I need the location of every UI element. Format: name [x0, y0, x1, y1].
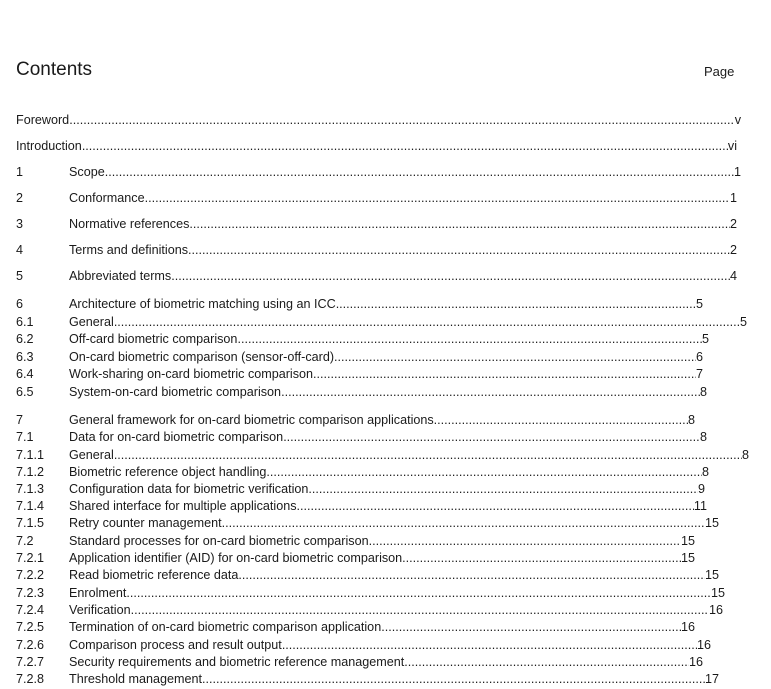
toc-entry-leader	[69, 242, 730, 259]
dot-leader	[313, 366, 696, 383]
dot-leader	[308, 481, 698, 498]
toc-entry-number: 7	[16, 413, 24, 427]
toc-entry-page: 5	[739, 315, 747, 329]
toc-entry[interactable]	[16, 533, 695, 551]
toc-entry-number: 6.4	[16, 367, 34, 381]
toc-entry-leader	[69, 314, 740, 331]
toc-entry-number: 6.5	[16, 385, 34, 399]
toc-entry[interactable]	[16, 296, 703, 314]
toc-entry-page: 4	[729, 269, 737, 283]
toc-entry-label: Normative references	[69, 217, 190, 231]
toc-entry-page: 6	[695, 350, 703, 364]
toc-entry-number: 3	[16, 217, 24, 231]
toc-entry-number: 7.2	[16, 534, 34, 548]
toc-entry-page: 15	[710, 586, 725, 600]
page-title: Contents	[16, 59, 93, 80]
toc-entry-number: 4	[16, 243, 24, 257]
toc-entry-page: 15	[680, 551, 695, 565]
dot-leader	[336, 296, 696, 313]
toc-entry-number: 2	[16, 191, 24, 205]
toc-entry-leader	[69, 515, 705, 532]
dot-leader	[369, 533, 681, 550]
toc-entry-number: 6	[16, 297, 24, 311]
toc-entry-leader	[69, 349, 696, 366]
toc-entry-label: Architecture of biometric matching using an ICC	[69, 297, 336, 311]
toc-entry-page: 15	[680, 534, 695, 548]
dot-leader	[381, 619, 681, 636]
toc-entry[interactable]	[16, 384, 707, 402]
toc-entry-leader	[69, 216, 730, 233]
toc-entry[interactable]	[16, 268, 737, 286]
toc-entry-leader	[69, 412, 688, 429]
dot-leader	[171, 268, 730, 285]
toc-entry[interactable]	[16, 481, 705, 499]
toc-entry-label: Conformance	[69, 191, 145, 205]
toc-entry-page: 8	[699, 385, 707, 399]
toc-entry-leader	[69, 366, 696, 383]
dot-leader	[281, 384, 700, 401]
toc-entry-page: 2	[729, 217, 737, 231]
toc-entry[interactable]	[16, 112, 741, 130]
toc-entry[interactable]	[16, 349, 703, 367]
dot-leader	[404, 654, 689, 671]
dot-leader	[189, 216, 730, 233]
toc-entry-page: 15	[704, 516, 719, 530]
toc-entry[interactable]	[16, 585, 725, 603]
toc-entry[interactable]	[16, 138, 737, 156]
toc-entry-leader	[69, 384, 700, 401]
dot-leader	[238, 567, 705, 584]
toc-entry-label: Application identifier (AID) for on-card biometric comparison	[69, 551, 403, 565]
toc-entry-label: Data for on-card biometric comparison	[69, 430, 284, 444]
toc-entry-number: 7.1	[16, 430, 34, 444]
toc-entry-number: 5	[16, 269, 24, 283]
toc-entry-label: Terms and definitions	[69, 243, 189, 257]
toc-entry-label: Off-card biometric comparison	[69, 332, 238, 346]
toc-entry-number: 7.2.2	[16, 568, 45, 582]
toc-entry-label: System-on-card biometric comparison	[69, 385, 282, 399]
toc-entry-leader	[69, 481, 698, 498]
toc-entry-leader	[69, 637, 697, 654]
toc-entry-label: Scope	[69, 165, 105, 179]
toc-entry-label: Verification	[69, 603, 131, 617]
toc-entry[interactable]	[16, 567, 719, 585]
toc-entry[interactable]	[16, 242, 737, 260]
toc-entry[interactable]	[16, 464, 709, 482]
toc-entry-page: 8	[701, 465, 709, 479]
toc-entry-page: 11	[693, 499, 707, 513]
toc-entry-leader	[69, 464, 702, 481]
toc-entry-leader	[69, 447, 742, 464]
dot-leader	[282, 637, 697, 654]
toc-entry[interactable]	[16, 447, 749, 465]
toc-entry-leader	[69, 296, 696, 313]
toc-entry-page: 5	[701, 332, 709, 346]
toc-entry[interactable]	[16, 366, 703, 384]
toc-entry[interactable]	[16, 164, 741, 182]
toc-entry[interactable]	[16, 671, 719, 689]
toc-entry-leader	[69, 619, 681, 636]
toc-entry-label: Security requirements and biometric reference management	[69, 655, 405, 669]
toc-entry[interactable]	[16, 637, 711, 655]
dot-leader	[283, 429, 700, 446]
toc-entry-leader	[69, 654, 689, 671]
toc-entry-page: 16	[708, 603, 723, 617]
toc-entry-page: vi	[727, 139, 737, 153]
toc-entry[interactable]	[16, 216, 737, 234]
toc-entry-leader	[69, 585, 711, 602]
toc-entry-label: Read biometric reference data	[69, 568, 239, 582]
toc-entry[interactable]	[16, 190, 737, 208]
dot-leader	[237, 331, 702, 348]
toc-entry-label: Standard processes for on-card biometric comparison	[69, 534, 369, 548]
toc-entry-page: 16	[680, 620, 695, 634]
toc-entry-number: 7.2.4	[16, 603, 45, 617]
toc-entry-leader	[69, 550, 681, 567]
toc-entry-label: Introduction	[16, 139, 82, 153]
toc-entry-number: 6.2	[16, 332, 34, 346]
toc-entry-leader	[69, 164, 734, 181]
toc-entry-number: 7.2.1	[16, 551, 45, 565]
toc-entry-number: 7.2.6	[16, 638, 45, 652]
toc-entry-page: 9	[697, 482, 705, 496]
toc-entry-leader	[69, 498, 694, 515]
dot-leader	[297, 498, 694, 515]
dot-leader	[188, 242, 730, 259]
toc-entry-label: General	[69, 448, 114, 462]
toc-entry-number: 7.1.4	[16, 499, 45, 513]
toc-entry-number: 7.2.7	[16, 655, 45, 669]
toc-entry-label: Retry counter management	[69, 516, 222, 530]
dot-leader	[266, 464, 702, 481]
toc-entry-number: 6.1	[16, 315, 34, 329]
toc-entry-leader	[69, 331, 702, 348]
toc-entry[interactable]	[16, 498, 707, 516]
toc-entry-page: 5	[695, 297, 703, 311]
toc-entry-leader	[69, 429, 700, 446]
dot-leader	[82, 138, 728, 155]
toc-entry-number: 7.2.5	[16, 620, 45, 634]
toc-entry-leader	[69, 533, 681, 550]
toc-entry-page: 1	[729, 191, 737, 205]
toc-entry-label: Termination of on-card biometric comparison application	[69, 620, 382, 634]
dot-leader	[402, 550, 681, 567]
toc-entry-number: 7.2.3	[16, 586, 45, 600]
toc-entry-page: 16	[688, 655, 703, 669]
toc-entry-number: 7.1.2	[16, 465, 45, 479]
toc-entry[interactable]	[16, 515, 719, 533]
toc-entry[interactable]	[16, 331, 709, 349]
toc-entry-number: 6.3	[16, 350, 34, 364]
dot-leader	[434, 412, 688, 429]
toc-entry-leader	[16, 138, 728, 155]
page-column-heading: Page	[704, 64, 735, 79]
toc-entry-label: Threshold management	[69, 672, 203, 686]
toc-entry-page: 17	[704, 672, 719, 686]
dot-leader	[114, 314, 740, 331]
toc-entry-number: 7.1.3	[16, 482, 45, 496]
toc-entry-number: 7.1.1	[16, 448, 45, 462]
toc-entry-label: Shared interface for multiple applications	[69, 499, 297, 513]
toc-entry[interactable]	[16, 602, 723, 620]
toc-entry-page: 1	[733, 165, 741, 179]
dot-leader	[202, 671, 705, 688]
dot-leader	[131, 602, 709, 619]
dot-leader	[126, 585, 711, 602]
toc-entry-leader	[69, 567, 705, 584]
toc-entry-label: Enrolment	[69, 586, 127, 600]
dot-leader	[69, 112, 735, 129]
toc-entry[interactable]	[16, 619, 695, 637]
toc-entry-label: General	[69, 315, 114, 329]
toc-entry-page: 16	[696, 638, 711, 652]
toc-entry-page: 8	[741, 448, 749, 462]
toc-entry[interactable]	[16, 314, 747, 332]
toc-entry-page: 15	[704, 568, 719, 582]
toc-entry-leader	[69, 190, 730, 207]
toc-entry-label: Foreword	[16, 113, 70, 127]
toc-entry[interactable]	[16, 550, 695, 568]
toc-entry-leader	[16, 112, 735, 129]
toc-entry-page: 8	[699, 430, 707, 444]
toc-entry-page: 2	[729, 243, 737, 257]
toc-entry-label: Work-sharing on-card biometric comparison	[69, 367, 314, 381]
toc-entry-number: 1	[16, 165, 24, 179]
toc-entry-number: 7.2.8	[16, 672, 45, 686]
toc-entry-page: 8	[687, 413, 695, 427]
toc-entry-page: 7	[695, 367, 703, 381]
toc-entry[interactable]	[16, 412, 695, 430]
toc-entry-number: 7.1.5	[16, 516, 45, 530]
dot-leader	[145, 190, 730, 207]
toc-entry-page: v	[734, 113, 741, 127]
toc-entry-label: Abbreviated terms	[69, 269, 172, 283]
toc-entry-label: Comparison process and result output	[69, 638, 282, 652]
toc-entry-leader	[69, 268, 730, 285]
toc-entry[interactable]	[16, 429, 707, 447]
toc-entry[interactable]	[16, 654, 703, 672]
dot-leader	[105, 164, 734, 181]
toc-entry-label: On-card biometric comparison (sensor-off-card)	[69, 350, 335, 364]
toc-entry-leader	[69, 602, 709, 619]
dot-leader	[334, 349, 696, 366]
toc-entry-leader	[69, 671, 705, 688]
dot-leader	[114, 447, 742, 464]
dot-leader	[222, 515, 705, 532]
toc-entry-label: Configuration data for biometric verification	[69, 482, 309, 496]
toc-entry-label: Biometric reference object handling	[69, 465, 267, 479]
toc-entry-label: General framework for on-card biometric comparison applications	[69, 413, 434, 427]
